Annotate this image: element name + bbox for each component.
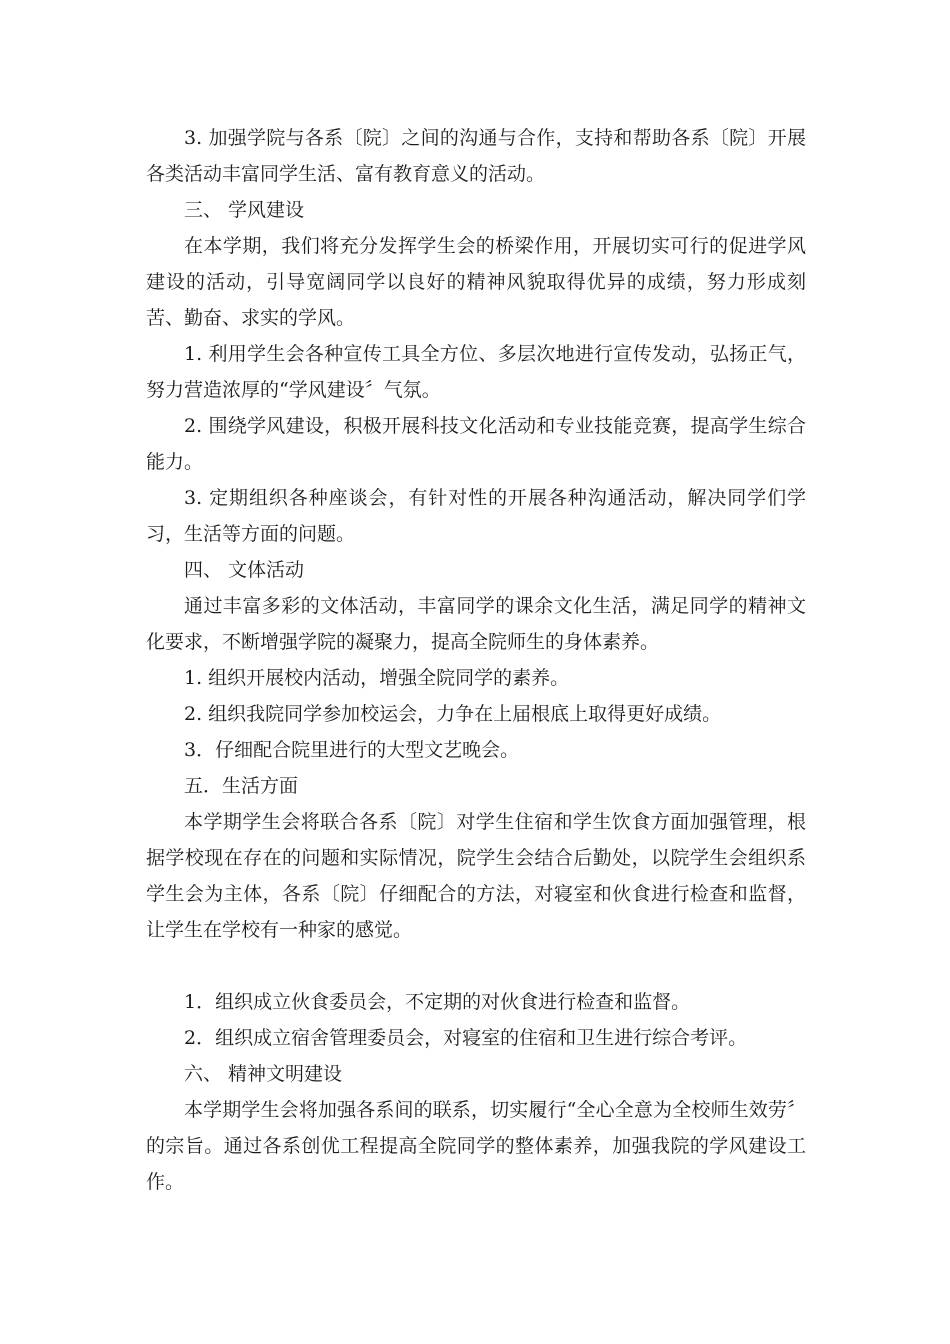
section-heading: 四、 文体活动 [184,559,305,581]
section-heading: 五．生活方面 [184,775,299,797]
paragraph: 通过丰富多彩的文体活动，丰富同学的课余文化生活，满足同学的精神文化要求，不断增强学院的凝聚力，提高全院师生的身体素养。 [146,595,806,653]
list-item: 1．组织成立伙食委员会，不定期的对伙食进行检查和监督。 [184,991,691,1013]
document-body [146,120,806,1200]
list-item: 3. 定期组织各种座谈会，有针对性的开展各种沟通活动，解决同学们学习，生活等方面的问题。 [146,487,806,545]
paragraph: 本学期学生会将加强各系间的联系，切实履行“全心全意为全校师生效劳〞的宗旨。通过各系创优工程提高全院同学的整体素养，加强我院的学风建设工作。 [146,1099,806,1193]
blank-line [146,948,806,984]
section-heading: 三、 学风建设 [184,199,305,221]
list-item: 2．组织成立宿舍管理委员会，对寝室的住宿和卫生进行综合考评。 [184,1027,748,1049]
list-item: 2. 围绕学风建设，积极开展科技文化活动和专业技能竞赛，提高学生综合能力。 [146,415,806,473]
section-heading: 六、 精神文明建设 [184,1063,343,1085]
list-item: 1. 利用学生会各种宣传工具全方位、多层次地进行宣传发动，弘扬正气，努力营造浓厚的“学风建设〞气氛。 [146,343,806,401]
paragraph: 在本学期，我们将充分发挥学生会的桥梁作用，开展切实可行的促进学风建设的活动，引导宽阔同学以良好的精神风貌取得优异的成绩，努力形成刻苦、勤奋、求实的学风。 [146,235,806,329]
paragraph: 本学期学生会将联合各系〔院〕对学生住宿和学生饮食方面加强管理，根据学校现在存在的问题和实际情况，院学生会结合后勤处，以院学生会组织系学生会为主体，各系〔院〕仔细配合的方法，对寝室和伙食进行检查和监督，让学生在学校有一种家的感觉。 [146,811,806,941]
list-item: 1. 组织开展校内活动，增强全院同学的素养。 [184,667,570,689]
list-item: 3．仔细配合院里进行的大型文艺晚会。 [184,739,520,761]
list-item: 3. 加强学院与各系〔院〕之间的沟通与合作，支持和帮助各系〔院〕开展各类活动丰富同学生活、富有教育意义的活动。 [146,127,806,185]
list-item: 2. 组织我院同学参加校运会，力争在上届根底上取得更好成绩。 [184,703,722,725]
